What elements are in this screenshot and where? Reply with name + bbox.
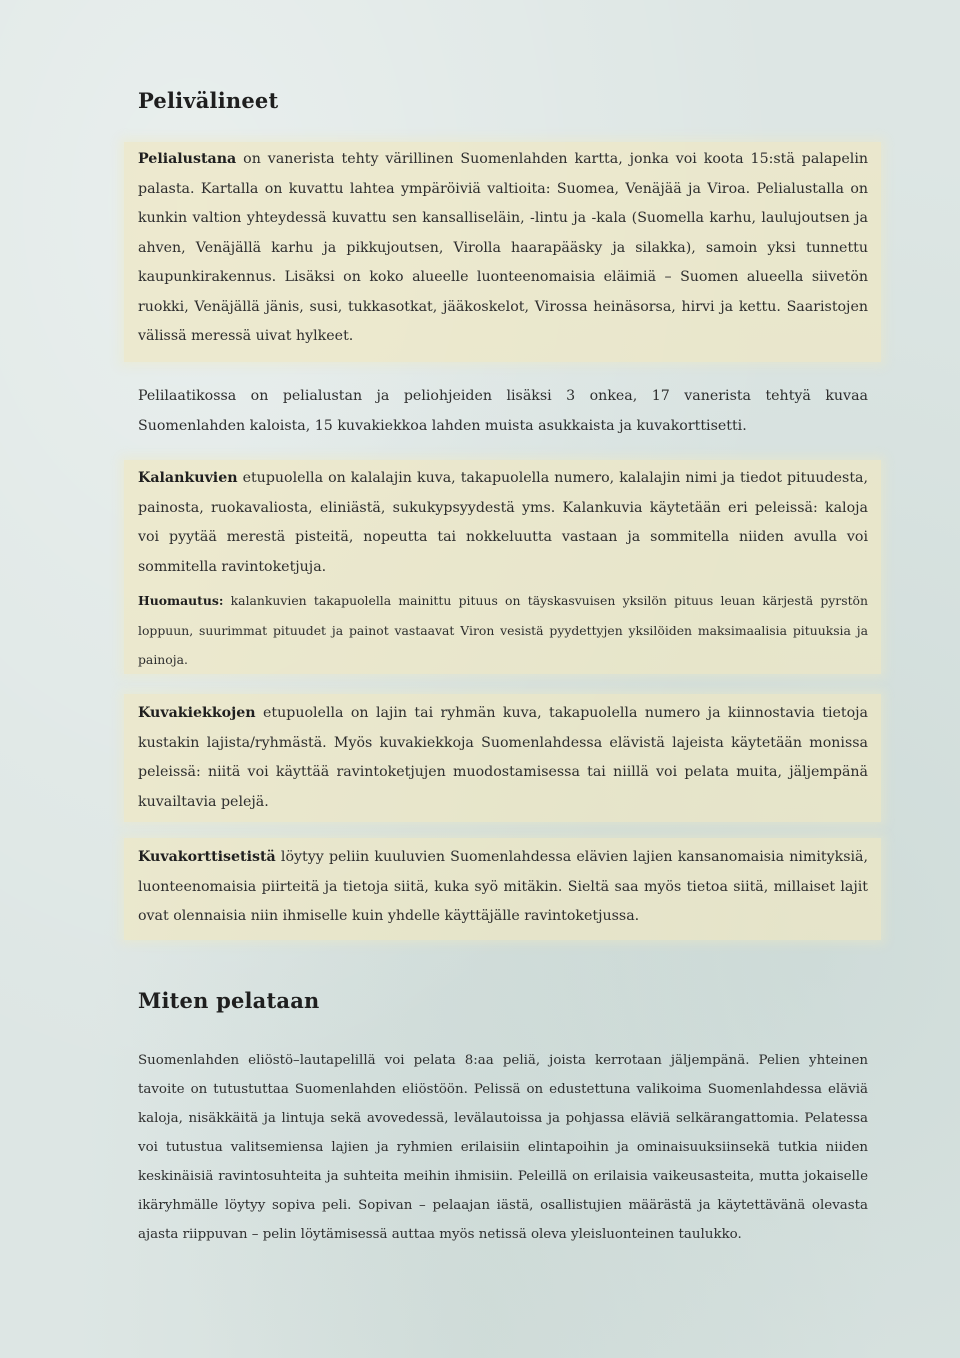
- paragraph-lead-kuvakorttisetista: Kuvakorttisetistä: [138, 849, 276, 865]
- paragraph-lead-kuvakiekkojen: Kuvakiekkojen: [138, 705, 256, 721]
- paragraph-body-miten-pelataan: Suomenlahden eliöstö–lautapelillä voi pelata 8:aa peliä, joista kerrotaan jäljempänä. Pelien yhteinen tavoite on tutustuttaa Suomenlahden eliöstöön. Pelissä on edustettuna valikoima Suomenlahdessa eläviä kaloja, nisäkkäitä ja lintuja sekä avovedessä, levälautoissa ja pohjassa eläviä selkärangattomia. Pelatessa voi tutustua valitsemiensa lajien ja ryhmien erilaisiin elintapoihin ja ominaisuuksiinsekä tutkia niiden keskinäisiä ravintosuhteita ja suhteita meihin ihmisiin. Peleillä on erilaisia vaikeusasteita, mutta jokaiselle ikäryhmälle löytyy sopiva peli. Sopivan – pelaajan iästä, osallistujien määrästä ja käytettävänä olevasta ajasta riippuvan – pelin löytämisessä auttaa myös netissä oleva yleisluonteinen taulukko.: [138, 1053, 868, 1242]
- paragraph-body-kalankuvat: etupuolella on kalalajin kuva, takapuolella numero, kalalajin nimi ja tiedot pituudesta, painosta, ruokavaliosta, eliniästä, sukukypsyydestä yms. Kalankuvia käytetään eri peleissä: kaloja voi pyytää merestä pisteitä, nopeutta tai nokkeluutta vastaan ja sommitella niiden avulla voi sommitella ravintoketjuja.: [138, 470, 868, 575]
- paragraph-pelialusta: [138, 145, 868, 352]
- section-title-miten-pelataan: Miten pelataan: [138, 988, 320, 1013]
- paragraph-miten-pelataan: [138, 1046, 868, 1249]
- paragraph-pelilaatikko: [138, 382, 868, 441]
- paragraph-lead-pelialustana: Pelialustana: [138, 151, 237, 167]
- section-title-pelivalineet: Pelivälineet: [138, 88, 279, 113]
- paragraph-kuvakiekot: [138, 699, 868, 817]
- paragraph-kuvakorttisetti: [138, 843, 868, 932]
- paragraph-huomautus: [138, 586, 868, 675]
- paragraph-body-kuvakiekot: etupuolella on lajin tai ryhmän kuva, takapuolella numero ja kiinnostavia tietoja kustakin lajista/ryhmästä. Myös kuvakiekkoja Suomenlahdessa elävistä lajeista käytetään monissa peleissä: niitä voi käyttää ravintoketjujen muodostamisessa tai niillä voi pelata muita, jäljempänä kuvailtavia pelejä.: [138, 705, 868, 810]
- paragraph-body-huomautus: kalankuvien takapuolella mainittu pituus on täyskasvuisen yksilön pituus leuan kärjestä pyrstön loppuun, suurimmat pituudet ja painot vastaavat Viron vesistä pyydettyjen yksilöiden maksimaalisia pituuksia ja painoja.: [138, 593, 868, 667]
- paragraph-kalankuvat: [138, 464, 868, 582]
- paragraph-body-pelialusta: on vanerista tehty värillinen Suomenlahden kartta, jonka voi koota 15:stä palapelin palasta. Kartalla on kuvattu lahtea ympäröiviä valtioita: Suomea, Venäjää ja Viroa. Pelialustalla on kunkin valtion yhteydessä kuvattu sen kansalliseläin, -lintu ja -kala (Suomella karhu, laulujoutsen ja ahven, Venäjällä karhu ja pikkujoutsen, Virolla haarapääsky ja silakka), samoin yksi tunnettu kaupunkirakennus. Lisäksi on koko alueelle luonteenomaisia eläimiä – Suomen alueella siivetön ruokki, Venäjällä jänis, susi, tukkasotkat, jääkoskelot, Virossa heinäsorsa, hirvi ja kettu. Saaristojen välissä meressä uivat hylkeet.: [138, 151, 868, 344]
- paragraph-lead-huomautus: Huomautus:: [138, 593, 224, 608]
- paragraph-body-pelilaatikko: Pelilaatikossa on pelialustan ja peliohjeiden lisäksi 3 onkea, 17 vanerista tehtyä kuvaa Suomenlahden kaloista, 15 kuvakiekkoa lahden muista asukkaista ja kuvakorttisetti.: [138, 388, 868, 434]
- paragraph-lead-kalankuvien: Kalankuvien: [138, 470, 238, 486]
- paragraph-body-kuvakorttisetti: löytyy peliin kuuluvien Suomenlahdessa elävien lajien kansanomaisia nimityksiä, luonteenomaisia piirteitä ja tietoja siitä, kuka syö mitäkin. Sieltä saa myös tietoa siitä, millaiset lajit ovat olennaisia niin ihmiselle kuin yhdelle käyttäjälle ravintoketjussa.: [138, 849, 868, 924]
